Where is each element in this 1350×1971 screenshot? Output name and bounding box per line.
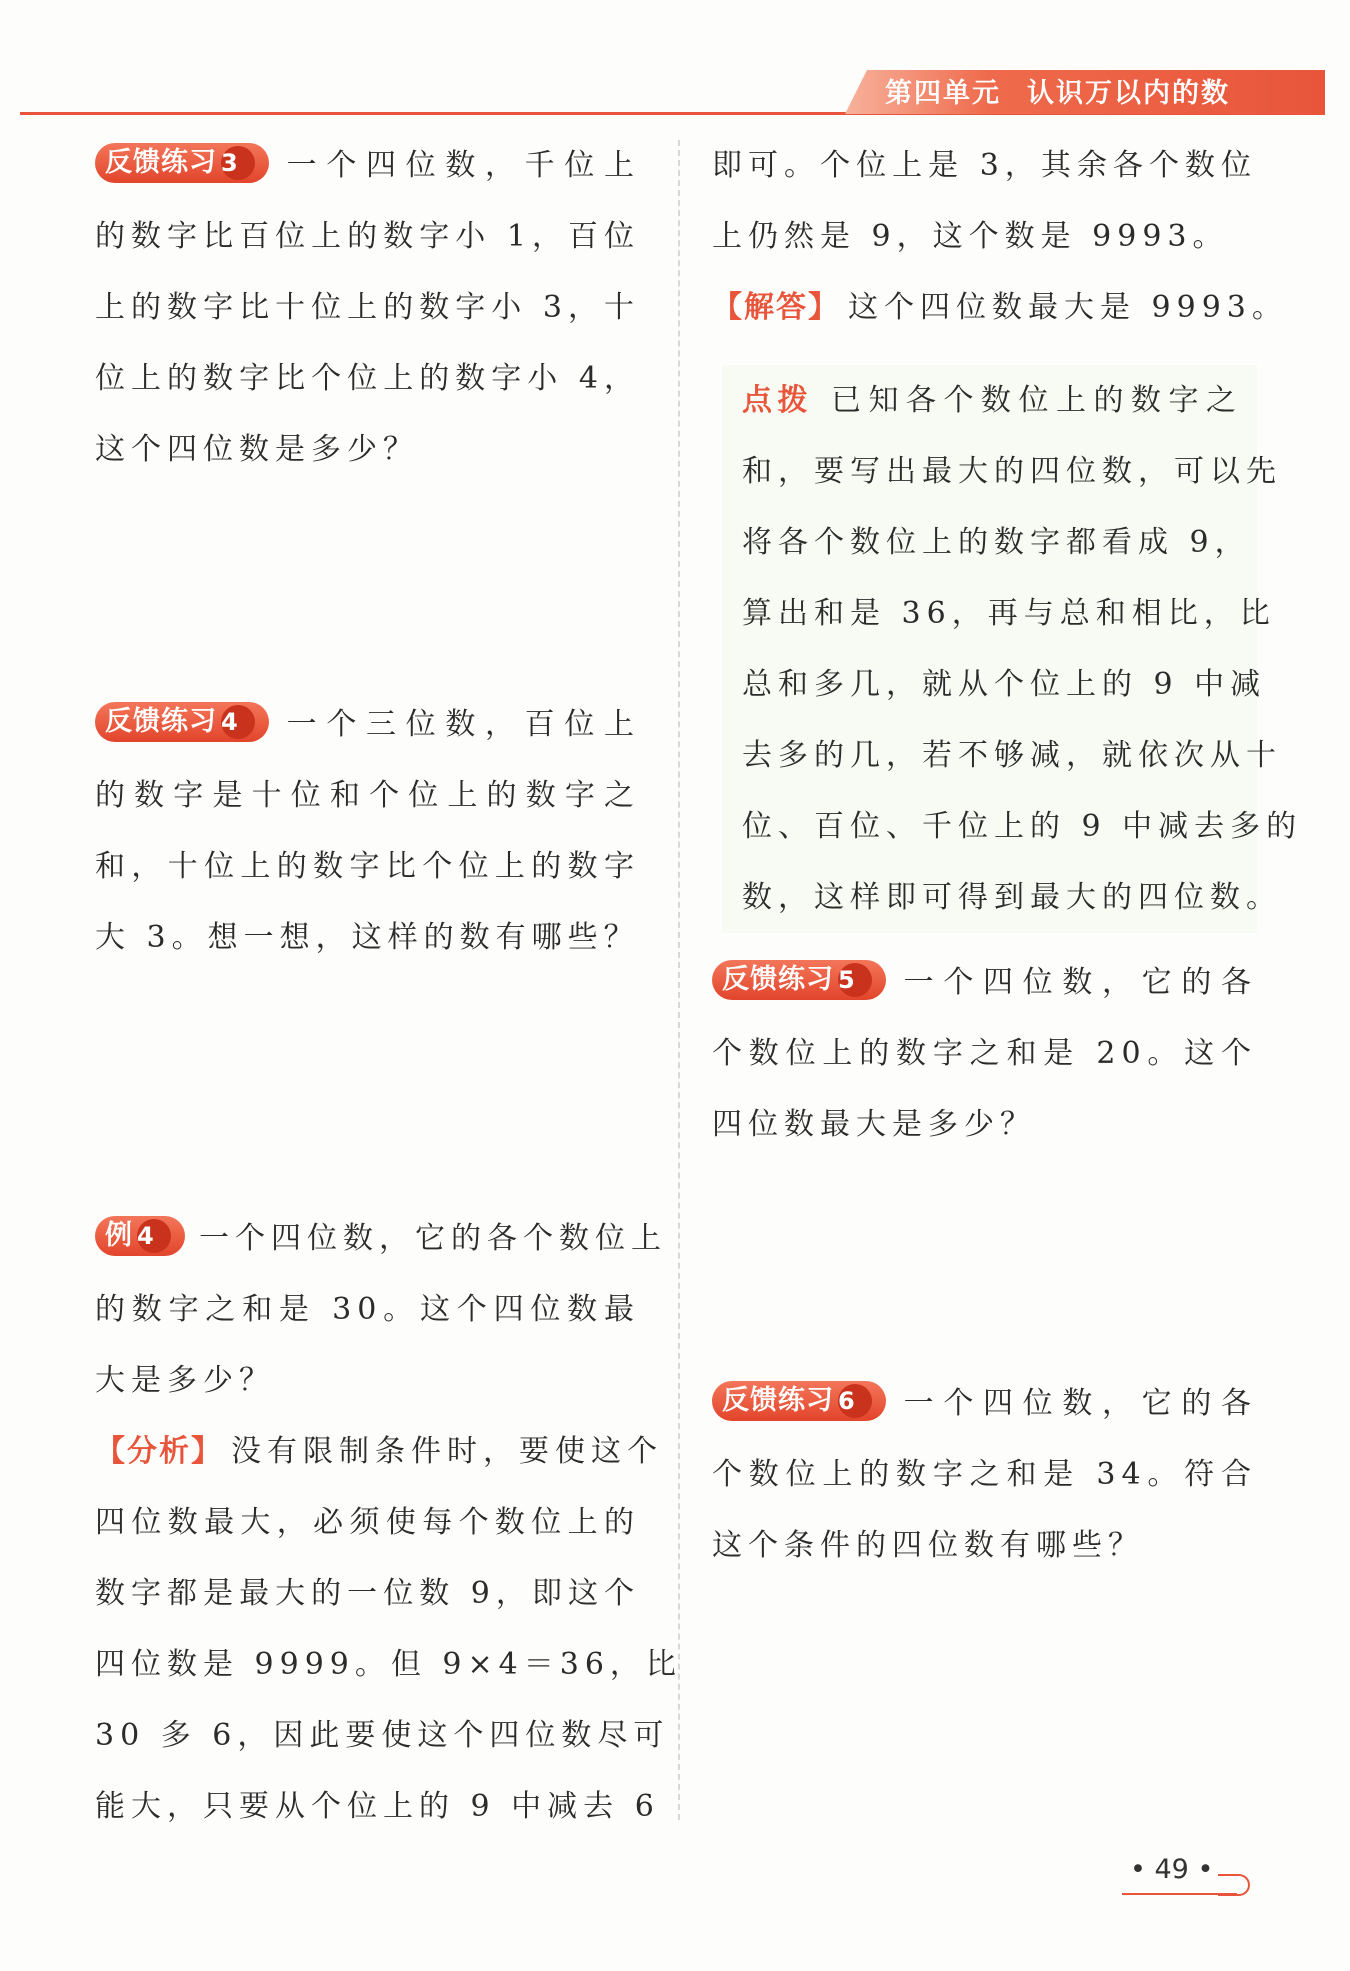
text-line: 数字都是最大的一位数 9，即这个 [95, 1576, 640, 1611]
tag-number: 6 [838, 1384, 872, 1418]
analysis-label: 【分析】 [95, 1434, 223, 1469]
exercise-tag [712, 1381, 886, 1421]
text-line: 一个三位数，百位上 [283, 707, 640, 742]
tag-text: 反馈练习 [105, 147, 217, 178]
tag-number: 3 [221, 146, 255, 180]
text-line: 去多的几，若不够减，就依次从十 [742, 738, 1282, 773]
text-line: 这个四位数是多少？ [95, 432, 419, 467]
text-line: 上仍然是 9，这个数是 9993。 [712, 219, 1229, 254]
text-line: 上的数字比十位上的数字小 3，十 [95, 290, 640, 325]
analysis [95, 1416, 682, 1842]
text-line: 一个四位数，它的各 [900, 965, 1257, 1000]
tag-text: 反馈练习 [722, 964, 834, 995]
text-line: 即可。个位上是 3，其余各个数位 [712, 148, 1257, 183]
text-line: 这个条件的四位数有哪些？ [712, 1528, 1144, 1563]
analysis-continued [712, 130, 1257, 272]
exercise-tag [95, 143, 269, 183]
tag-text: 反馈练习 [105, 706, 217, 737]
answer [712, 272, 1288, 343]
hint-box [722, 365, 1303, 933]
left-column [95, 130, 682, 1842]
exercise-3 [95, 130, 640, 485]
text-line: 算出和是 36，再与总和相比，比 [742, 596, 1276, 631]
text-line: 没有限制条件时，要使这个 [231, 1434, 663, 1469]
header-title [885, 74, 1230, 114]
example-tag [95, 1216, 185, 1256]
page-number-arrow-icon [1218, 1874, 1250, 1896]
answer-label: 【解答】 [712, 290, 840, 325]
text-line: 和，十位上的数字比个位上的数字 [95, 849, 640, 884]
text-line: 的数字比百位上的数字小 1，百位 [95, 219, 640, 254]
exercise-tag [712, 960, 886, 1000]
exercise-4 [95, 689, 640, 973]
page-number: • 49 • [1130, 1854, 1214, 1885]
text-line: 四位数是 9999。但 9×4＝36，比 [95, 1647, 682, 1682]
text-line: 的数字是十位和个位上的数字之 [95, 778, 640, 813]
text-line: 已知各个数位上的数字之 [831, 383, 1242, 418]
right-column [712, 130, 1303, 1581]
text-line: 能大，只要从个位上的 9 中减去 6 [95, 1789, 660, 1824]
hint-label: 点拨 [742, 383, 813, 418]
text-line: 个数位上的数字之和是 34。符合 [712, 1457, 1257, 1492]
tag-text: 例 [105, 1220, 133, 1251]
text-line: 个数位上的数字之和是 20。这个 [712, 1036, 1257, 1071]
text-line: 位、百位、千位上的 9 中减去多的 [742, 809, 1303, 844]
text-line: 大 3。想一想，这样的数有哪些？ [95, 920, 640, 955]
text-line: 一个四位数，千位上 [283, 148, 640, 183]
text-line: 30 多 6，因此要使这个四位数尽可 [95, 1718, 670, 1753]
text-line: 数，这样即可得到最大的四位数。 [742, 880, 1282, 915]
unit-label: 第四单元 [885, 78, 1001, 109]
column-divider [678, 140, 680, 1820]
exercise-5 [712, 947, 1257, 1160]
text-line: 四位数最大是多少？ [712, 1107, 1036, 1142]
tag-text: 反馈练习 [722, 1385, 834, 1416]
example-4 [95, 1203, 667, 1416]
text-line: 位上的数字比个位上的数字小 4， [95, 361, 640, 396]
text-line: 和，要写出最大的四位数，可以先 [742, 454, 1282, 489]
exercise-6 [712, 1368, 1257, 1581]
text-line: 一个四位数，它的各 [900, 1386, 1257, 1421]
tag-number: 4 [221, 705, 255, 739]
answer-text: 这个四位数最大是 9993。 [848, 290, 1288, 325]
exercise-tag [95, 702, 269, 742]
text-line: 的数字之和是 30。这个四位数最 [95, 1292, 640, 1327]
text-line: 四位数最大，必须使每个数位上的 [95, 1505, 640, 1540]
text-line: 总和多几，就从个位上的 9 中减 [742, 667, 1267, 702]
text-line: 大是多少？ [95, 1363, 275, 1398]
tag-number: 4 [137, 1219, 171, 1253]
tag-number: 5 [838, 963, 872, 997]
unit-title: 认识万以内的数 [1027, 78, 1230, 109]
text-line: 一个四位数，它的各个数位上 [199, 1221, 667, 1256]
text-line: 将各个数位上的数字都看成 9， [742, 525, 1251, 560]
